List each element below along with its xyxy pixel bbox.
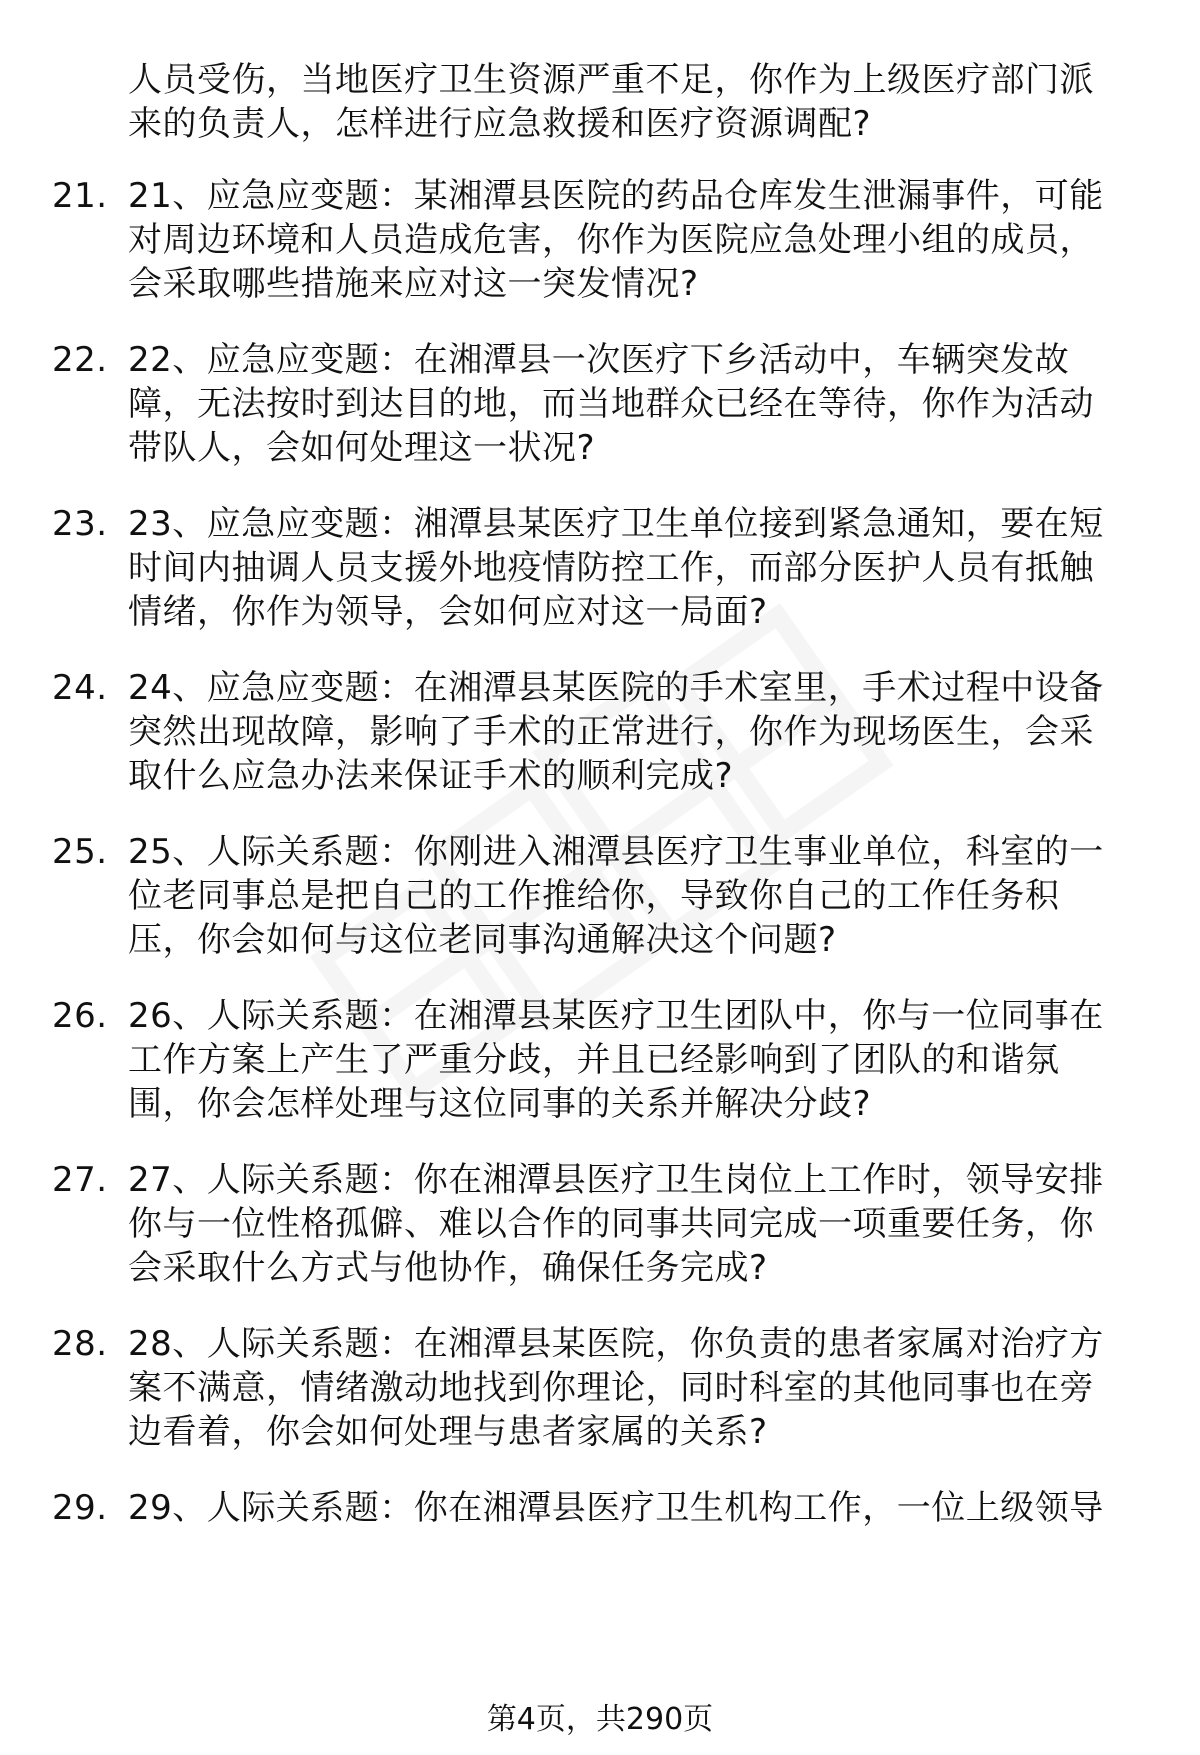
question-number: 21. (52, 176, 108, 216)
question-text (128, 994, 1148, 1126)
question-line: 围，你会怎样处理与这位同事的关系并解决分歧? (128, 1084, 872, 1124)
question-number: 22. (52, 340, 108, 380)
question-text (128, 1322, 1148, 1454)
intro-line: 来的负责人，怎样进行应急救援和医疗资源调配? (128, 104, 872, 144)
question-text (128, 174, 1148, 306)
question-text (128, 666, 1148, 798)
question-number: 23. (52, 504, 108, 544)
question-line: 23、应急应变题：湘潭县某医疗卫生单位接到紧急通知，要在短 (128, 504, 1104, 544)
question-text (128, 338, 1148, 470)
question-line: 取什么应急办法来保证手术的顺利完成? (128, 756, 734, 796)
question-text (128, 502, 1148, 634)
question-text (128, 1158, 1148, 1290)
question-line: 25、人际关系题：你刚进入湘潭县医疗卫生事业单位，科室的一 (128, 832, 1104, 872)
question-number: 28. (52, 1324, 108, 1364)
question-line: 压，你会如何与这位老同事沟通解决这个问题? (128, 920, 837, 960)
question-line: 22、应急应变题：在湘潭县一次医疗下乡活动中，车辆突发故 (128, 340, 1070, 380)
intro-line: 人员受伤，当地医疗卫生资源严重不足，你作为上级医疗部门派 (128, 60, 1094, 100)
question-line: 会采取哪些措施来应对这一突发情况? (128, 264, 699, 304)
question-number: 29. (52, 1488, 108, 1528)
page-footer: 第4页，共290页 (486, 1702, 714, 1737)
question-number: 27. (52, 1160, 108, 1200)
question-line: 26、人际关系题：在湘潭县某医疗卫生团队中，你与一位同事在 (128, 996, 1104, 1036)
question-line: 29、人际关系题：你在湘潭县医疗卫生机构工作，一位上级领导 (128, 1488, 1104, 1528)
question-number: 25. (52, 832, 108, 872)
question-line: 时间内抽调人员支援外地疫情防控工作，而部分医护人员有抵触 (128, 548, 1094, 588)
question-line: 边看着，你会如何处理与患者家属的关系? (128, 1412, 768, 1452)
intro-paragraph (128, 58, 1148, 146)
question-text (128, 830, 1148, 962)
question-number: 26. (52, 996, 108, 1036)
question-line: 27、人际关系题：你在湘潭县医疗卫生岗位上工作时，领导安排 (128, 1160, 1104, 1200)
question-line: 情绪，你作为领导，会如何应对这一局面? (128, 592, 768, 632)
question-line: 工作方案上产生了严重分歧，并且已经影响到了团队的和谐氛 (128, 1040, 1060, 1080)
question-line: 24、应急应变题：在湘潭县某医院的手术室里，手术过程中设备 (128, 668, 1104, 708)
question-line: 位老同事总是把自己的工作推给你，导致你自己的工作任务积 (128, 876, 1060, 916)
question-line: 障，无法按时到达目的地，而当地群众已经在等待，你作为活动 (128, 384, 1094, 424)
question-line: 28、人际关系题：在湘潭县某医院，你负责的患者家属对治疗方 (128, 1324, 1104, 1364)
question-line: 突然出现故障，影响了手术的正常进行，你作为现场医生，会采 (128, 712, 1094, 752)
question-line: 带队人，会如何处理这一状况? (128, 428, 596, 468)
question-line: 对周边环境和人员造成危害，你作为医院应急处理小组的成员， (128, 220, 1094, 260)
question-line: 你与一位性格孤僻、难以合作的同事共同完成一项重要任务，你 (128, 1204, 1094, 1244)
question-line: 会采取什么方式与他协作，确保任务完成? (128, 1248, 768, 1288)
question-text (128, 1486, 1148, 1530)
question-number: 24. (52, 668, 108, 708)
question-line: 案不满意，情绪激动地找到你理论，同时科室的其他同事也在旁 (128, 1368, 1094, 1408)
question-line: 21、应急应变题：某湘潭县医院的药品仓库发生泄漏事件，可能 (128, 176, 1104, 216)
